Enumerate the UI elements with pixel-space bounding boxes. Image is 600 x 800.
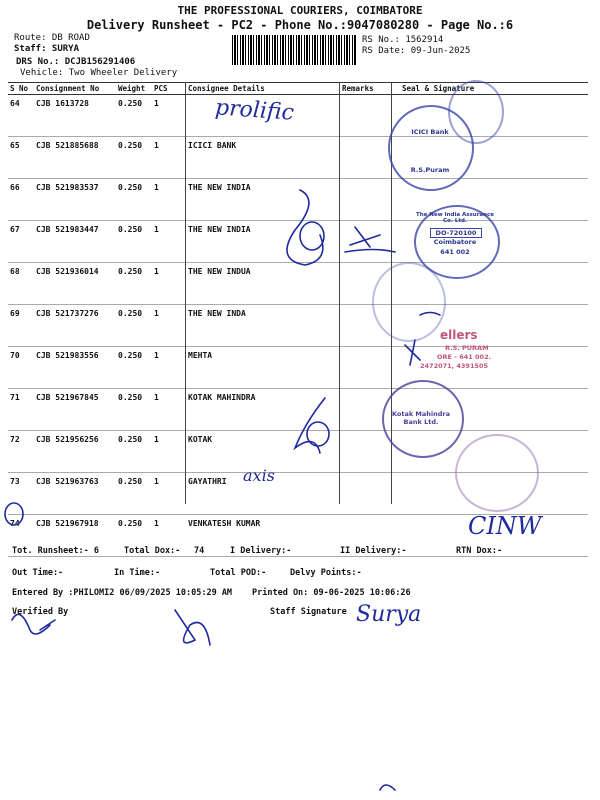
col-seal: Seal & Signature bbox=[396, 83, 588, 95]
col-sno: S No bbox=[8, 83, 34, 95]
cell-consignee: KOTAK MAHINDRA bbox=[186, 389, 340, 431]
total-dox-value: 74 bbox=[194, 546, 205, 556]
cell-weight: 0.250 bbox=[116, 347, 152, 389]
drs-number: DRS No.: DCJB156291406 bbox=[16, 57, 136, 67]
cell-pcs: 1 bbox=[152, 473, 186, 515]
cell-consignment: CJB 521983556 bbox=[34, 347, 116, 389]
out-time: Out Time:- bbox=[12, 568, 64, 578]
cell-consignment: CJB 521956256 bbox=[34, 431, 116, 473]
cell-weight: 0.250 bbox=[116, 431, 152, 473]
col-remarks: Remarks bbox=[340, 83, 396, 95]
cell-pcs: 1 bbox=[152, 389, 186, 431]
verified-by-label: Verified By bbox=[12, 607, 69, 617]
cell-sno: 67 bbox=[8, 221, 34, 263]
handwriting-row74: CINW bbox=[468, 512, 542, 540]
handwriting-axis: axis bbox=[243, 466, 275, 485]
cell-consignee: THE NEW INDUA bbox=[186, 263, 340, 305]
handwriting-prolific: prolific bbox=[214, 95, 295, 126]
col-pcs: PCS bbox=[152, 83, 186, 95]
cell-sno: 72 bbox=[8, 431, 34, 473]
signature-mark bbox=[405, 340, 420, 365]
cell-pcs: 1 bbox=[152, 263, 186, 305]
cell-pcs: 1 bbox=[152, 95, 186, 137]
cell-sno: 73 bbox=[8, 473, 34, 515]
i-delivery: I Delivery:- bbox=[230, 546, 292, 556]
cell-weight: 0.250 bbox=[116, 305, 152, 347]
cell-pcs: 1 bbox=[152, 137, 186, 179]
entered-by: Entered By :PHILOMI2 06/09/2025 10:05:29 AM bbox=[12, 588, 233, 598]
printed-on: Printed On: 09-06-2025 10:06:26 bbox=[252, 588, 411, 598]
vehicle-label: Vehicle: Two Wheeler Delivery bbox=[20, 68, 178, 78]
staff-signature-label: Staff Signature bbox=[270, 607, 347, 617]
cell-sno: 70 bbox=[8, 347, 34, 389]
cell-sno: 69 bbox=[8, 305, 34, 347]
cell-pcs: 1 bbox=[152, 221, 186, 263]
total-pod: Total POD:- bbox=[210, 568, 267, 578]
cell-consignee: MEHTA bbox=[186, 347, 340, 389]
staff-label: Staff: SURYA bbox=[14, 44, 80, 54]
cell-weight: 0.250 bbox=[116, 515, 152, 557]
sellers-stamp-text: ellers bbox=[440, 328, 478, 342]
total-runsheet: Tot. Runsheet:- 6 bbox=[12, 546, 99, 556]
cell-sno: 68 bbox=[8, 263, 34, 305]
cell-pcs: 1 bbox=[152, 347, 186, 389]
cell-consignment: CJB 1613728 bbox=[34, 95, 116, 137]
kotak-stamp-text: Kotak Mahindra Bank Ltd. bbox=[391, 410, 451, 426]
cell-weight: 0.250 bbox=[116, 179, 152, 221]
new-india-stamp-title: The New India Assurance Co. Ltd. bbox=[415, 212, 495, 224]
cell-consignee: THE NEW INDA bbox=[186, 305, 340, 347]
signature-mark bbox=[287, 190, 323, 265]
faded-stamp bbox=[372, 262, 446, 342]
cell-weight: 0.250 bbox=[116, 137, 152, 179]
col-consignee: Consignee Details bbox=[186, 83, 340, 95]
new-india-stamp-line3: 641 002 bbox=[440, 248, 470, 256]
col-consignment: Consignment No bbox=[34, 83, 116, 95]
cell-consignee: ICICI BANK bbox=[186, 137, 340, 179]
cell-consignment: CJB 521967845 bbox=[34, 389, 116, 431]
signature-mark bbox=[307, 422, 329, 446]
cell-weight: 0.250 bbox=[116, 221, 152, 263]
icici-stamp-place: R.S.Puram bbox=[410, 166, 450, 174]
cell-weight: 0.250 bbox=[116, 95, 152, 137]
faded-purple-stamp bbox=[455, 434, 539, 512]
cell-pcs: 1 bbox=[152, 515, 186, 557]
delvy-points: Delvy Points:- bbox=[290, 568, 362, 578]
cell-pcs: 1 bbox=[152, 431, 186, 473]
new-india-stamp-line1: DO-720100 bbox=[430, 228, 482, 238]
cell-consignment: CJB 521936014 bbox=[34, 263, 116, 305]
cell-consignment: CJB 521963763 bbox=[34, 473, 116, 515]
signature-mark bbox=[380, 785, 395, 790]
cell-consignee: THE NEW INDIA bbox=[186, 179, 340, 221]
cell-sno: 66 bbox=[8, 179, 34, 221]
cell-consignee: GAYATHRI bbox=[186, 473, 340, 515]
cell-consignment: CJB 521967918 bbox=[34, 515, 116, 557]
signature-mark bbox=[5, 503, 23, 525]
cell-consignee: KOTAK bbox=[186, 431, 340, 473]
cell-sno: 64 bbox=[8, 95, 34, 137]
staff-handwritten-signature: Surya bbox=[356, 602, 422, 627]
rtn-dox: RTN Dox:- bbox=[456, 546, 503, 556]
cell-consignment: CJB 521983447 bbox=[34, 221, 116, 263]
total-dox-label: Total Dox:- bbox=[124, 546, 181, 556]
signature-mark bbox=[12, 614, 55, 634]
cell-sno: 65 bbox=[8, 137, 34, 179]
cell-consignee: THE NEW INDIA bbox=[186, 221, 340, 263]
cell-weight: 0.250 bbox=[116, 389, 152, 431]
cell-consignment: CJB 521983537 bbox=[34, 179, 116, 221]
cell-consignment: CJB 521737276 bbox=[34, 305, 116, 347]
rs-number: RS No.: 1562914 bbox=[362, 35, 444, 45]
runsheet-subtitle: Delivery Runsheet - PC2 - Phone No.:9047080280 - Page No.:6 bbox=[86, 18, 514, 32]
cell-weight: 0.250 bbox=[116, 263, 152, 305]
cell-consignment: CJB 521885688 bbox=[34, 137, 116, 179]
signature-mark bbox=[345, 227, 395, 252]
cell-weight: 0.250 bbox=[116, 473, 152, 515]
round-stamp bbox=[448, 80, 504, 144]
col-weight: Weight bbox=[116, 83, 152, 95]
icici-stamp-text: ICICI Bank bbox=[411, 128, 449, 136]
sellers-stamp-line4: 2472071, 4391505 bbox=[420, 362, 489, 370]
cell-consignee: VENKATESH KUMAR bbox=[186, 515, 340, 557]
ii-delivery: II Delivery:- bbox=[340, 546, 407, 556]
cell-sno: 74 bbox=[8, 515, 34, 557]
in-time: In Time:- bbox=[114, 568, 161, 578]
cell-sno: 71 bbox=[8, 389, 34, 431]
company-title: THE PROFESSIONAL COURIERS, COIMBATORE bbox=[177, 4, 423, 17]
sellers-stamp-line2: R.S. PURAM bbox=[445, 344, 489, 352]
cell-pcs: 1 bbox=[152, 305, 186, 347]
cell-pcs: 1 bbox=[152, 179, 186, 221]
route-label: Route: DB ROAD bbox=[14, 33, 90, 43]
new-india-stamp-line2: Coimbatore bbox=[433, 238, 477, 246]
rs-date: RS Date: 09-Jun-2025 bbox=[362, 46, 471, 56]
signature-mark bbox=[175, 610, 210, 645]
sellers-stamp-line3: ORE - 641 002. bbox=[437, 353, 492, 361]
